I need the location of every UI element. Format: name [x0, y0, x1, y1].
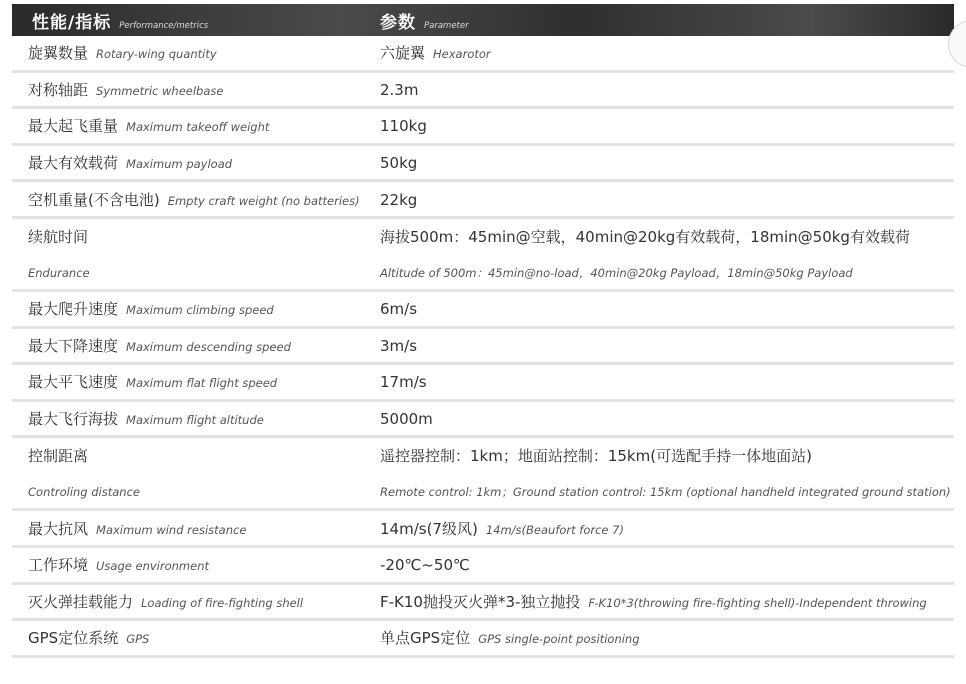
value-cn: 单点GPS定位: [380, 629, 471, 648]
value-cell: [366, 518, 954, 539]
table-row: [12, 621, 954, 658]
table-row: [12, 219, 954, 292]
value-en: Hexarotor: [433, 47, 491, 62]
value-cell: [366, 336, 954, 355]
table-row: [12, 585, 954, 622]
value-cell: [366, 190, 954, 209]
value-cell: [366, 153, 954, 172]
value-cn: 5000m: [380, 410, 433, 429]
metric-en: Maximum climbing speed: [126, 303, 274, 318]
metric-en: Maximum descending speed: [126, 339, 291, 354]
metric-en: Maximum takeoff weight: [126, 120, 270, 135]
value-cell: [366, 591, 954, 612]
value-cn: 六旋翼: [380, 44, 426, 63]
metric-en: Empty craft weight (no batteries): [167, 193, 360, 208]
header-metrics-cn: 性能/指标: [32, 12, 112, 33]
metric-cell: [12, 627, 366, 648]
value-cell-en: [366, 262, 954, 281]
value-cn: 110kg: [380, 117, 427, 136]
value-cn: 2.3m: [380, 80, 419, 99]
value-cell: [366, 372, 954, 391]
metric-cn: 空机重量(不含电池): [28, 190, 160, 209]
metric-cell: [12, 518, 366, 539]
value-cell-en: [366, 481, 954, 500]
metric-cell: [12, 152, 366, 173]
metric-en: GPS: [126, 632, 150, 647]
metric-cell: [12, 42, 366, 63]
table-header: [12, 4, 954, 36]
value-cell: [366, 555, 954, 574]
value-cell: [366, 409, 954, 428]
metric-cn: 工作环境: [28, 556, 89, 575]
value-cn: 海拔500m：45min@空载，40min@20kg有效载荷，18min@50kg有效载荷: [380, 227, 910, 246]
metric-en: Rotary-wing quantity: [96, 47, 217, 62]
table-row: [12, 36, 954, 73]
metric-en: Endurance: [28, 265, 90, 280]
metric-cn: 最大爬升速度: [28, 300, 119, 319]
table-row: [12, 146, 954, 183]
value-cell: [366, 226, 954, 247]
table-row: [12, 329, 954, 366]
metric-cn: 旋翼数量: [28, 44, 89, 63]
header-parameter: [366, 8, 954, 33]
value-en: 14m/s(Beaufort force 7): [485, 522, 624, 537]
value-cn: 3m/s: [380, 336, 418, 355]
metric-cell: [12, 335, 366, 356]
header-parameter-en: Parameter: [424, 20, 469, 31]
table-row: [12, 109, 954, 146]
metric-cn: 最大起飞重量: [28, 117, 119, 136]
metric-cn: 灭火弹挂载能力: [28, 592, 134, 611]
header-parameter-cn: 参数: [380, 12, 416, 33]
metric-cn: 最大有效载荷: [28, 154, 119, 173]
value-cell: [366, 116, 954, 135]
metric-cell: [12, 371, 366, 392]
table-row: [12, 548, 954, 585]
value-cell: [366, 80, 954, 99]
value-cell: [366, 445, 954, 466]
metric-cell: [12, 554, 366, 575]
value-cell: [366, 299, 954, 318]
value-cell: [366, 42, 954, 63]
metric-cn: 对称轴距: [28, 80, 89, 99]
metric-en: Maximum wind resistance: [96, 522, 247, 537]
value-cn: -20℃~50℃: [380, 556, 470, 575]
metric-cell: [12, 115, 366, 136]
value-cn: 14m/s(7级风): [380, 519, 478, 538]
table-row: [12, 73, 954, 110]
header-metrics-en: Performance/metrics: [119, 20, 209, 31]
value-en: Remote control: 1km；Ground station control: 15km (optional handheld integrated ground station): [380, 485, 951, 500]
metric-cell: [12, 408, 366, 429]
value-cn: 50kg: [380, 154, 418, 173]
metric-cn: GPS定位系统: [28, 629, 119, 648]
header-metrics: [12, 8, 366, 33]
metric-en: Controling distance: [28, 485, 140, 500]
metric-cn: 最大下降速度: [28, 336, 119, 355]
value-cn: F-K10抛投灭火弹*3-独立抛投: [380, 592, 581, 611]
metric-cell: [12, 189, 366, 210]
table-row: [12, 438, 954, 511]
value-en: F-K10*3(throwing fire-fighting shell)-Independent throwing: [588, 595, 927, 610]
metric-cell-en: [12, 481, 366, 500]
metric-en: Usage environment: [96, 559, 209, 574]
metric-cell: [12, 298, 366, 319]
table-row: [12, 402, 954, 439]
metric-cn: 最大抗风: [28, 519, 89, 538]
metric-en: Loading of fire-fighting shell: [141, 595, 304, 610]
metric-cn: 最大飞行海拔: [28, 410, 119, 429]
metric-cell-en: [12, 262, 366, 281]
value-cn: 17m/s: [380, 373, 427, 392]
value-en: Altitude of 500m：45min@no-load，40min@20kg Payload，18min@50kg Payload: [380, 265, 853, 280]
value-en: GPS single-point positioning: [478, 632, 640, 647]
metric-cell: [12, 79, 366, 100]
spec-table: [12, 4, 954, 658]
value-cn: 22kg: [380, 190, 418, 209]
metric-cell: [12, 591, 366, 612]
value-cn: 遥控器控制：1km；地面站控制：15km(可选配手持一体地面站): [380, 447, 812, 466]
metric-cell: [12, 445, 366, 466]
table-row: [12, 365, 954, 402]
table-row: [12, 292, 954, 329]
value-cn: 6m/s: [380, 300, 418, 319]
table-row: [12, 182, 954, 219]
metric-cell: [12, 226, 366, 247]
value-cell: [366, 627, 954, 648]
metric-en: Maximum flight altitude: [126, 413, 264, 428]
table-row: [12, 511, 954, 548]
metric-cn: 续航时间: [28, 227, 89, 246]
metric-cn: 最大平飞速度: [28, 373, 119, 392]
metric-cn: 控制距离: [28, 447, 89, 466]
metric-en: Symmetric wheelbase: [96, 83, 224, 98]
metric-en: Maximum payload: [126, 157, 233, 172]
metric-en: Maximum flat flight speed: [126, 376, 278, 391]
